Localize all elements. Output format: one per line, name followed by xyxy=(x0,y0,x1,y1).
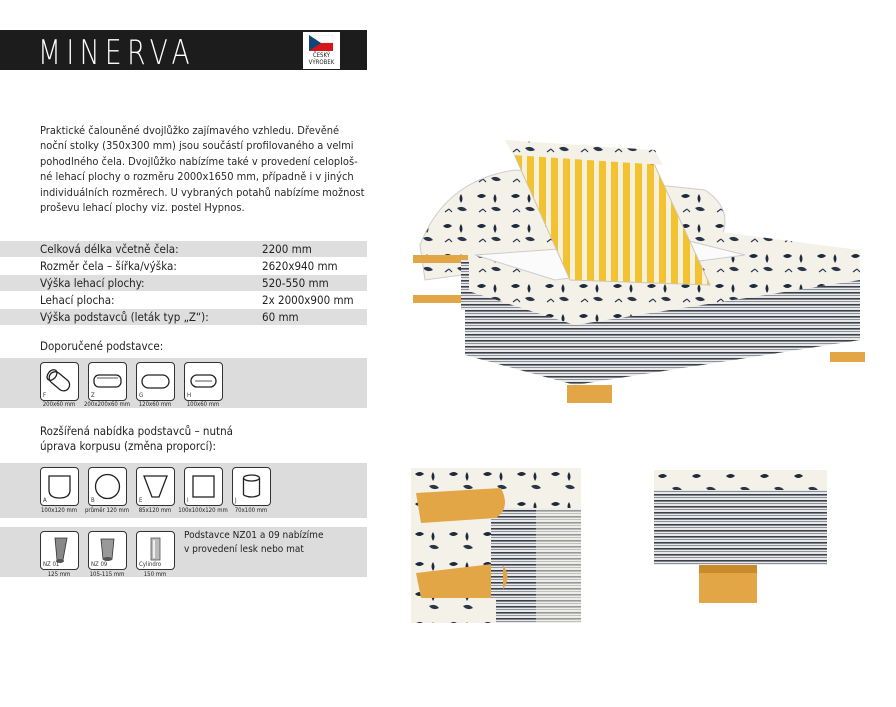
czech-flag-icon xyxy=(309,35,333,51)
base-size-caption: průměr 120 mm xyxy=(84,507,130,514)
base-size-caption: 200x60 mm xyxy=(42,401,76,408)
base-size-caption: 100x120 mm xyxy=(40,507,78,514)
spec-label: Rozměr čela – šířka/výška: xyxy=(40,259,177,273)
base-f-icon: F xyxy=(40,362,79,401)
recommended-bases-heading: Doporučené podstavce: xyxy=(40,339,164,353)
spec-label: Lehací plocha: xyxy=(40,293,115,307)
foot-size-caption: 125 mm xyxy=(47,571,71,578)
base-h-icon: H xyxy=(184,362,223,401)
page-title: MINERVA xyxy=(38,33,196,73)
recommended-bases-panel xyxy=(0,358,367,408)
base-size-caption: 70x100 mm xyxy=(234,507,268,514)
spec-label: Výška podstavců (leták typ „Z“): xyxy=(40,310,209,324)
spec-row xyxy=(0,292,367,308)
nightstand-detail-photo xyxy=(411,468,581,623)
base-size-caption: 85x120 mm xyxy=(138,507,172,514)
foot-size-caption: 150 mm xyxy=(143,571,167,578)
spec-row xyxy=(0,309,367,325)
badge-text: ČESKÝ VÝROBEK xyxy=(308,52,335,66)
foot-detail-photo xyxy=(654,470,827,605)
foot-cylindro-icon: Cylindro xyxy=(136,531,175,570)
base-size-caption: 200x200x60 mm xyxy=(83,401,131,408)
base-j-icon: J xyxy=(232,467,271,506)
spec-value: 520-550 mm xyxy=(262,276,329,290)
spec-value: 60 mm xyxy=(262,310,299,324)
spec-value: 2620x940 mm xyxy=(262,259,338,273)
base-b-icon: B xyxy=(88,467,127,506)
base-z-icon: Z xyxy=(88,362,127,401)
czech-product-badge xyxy=(303,32,340,69)
feet-finish-note: Podstavce NZ01 a 09 nabízíme v provedení lesk nebo mat xyxy=(184,530,324,555)
spec-row xyxy=(0,241,367,257)
extended-bases-panel xyxy=(0,463,367,518)
base-size-caption: 120x60 mm xyxy=(138,401,172,408)
extended-bases-heading: Rozšířená nabídka podstavců – nutná úprava korpusu (změna proporcí): xyxy=(40,424,234,453)
foot-nz09-icon: NZ 09 xyxy=(88,531,127,570)
spec-value: 2200 mm xyxy=(262,242,312,256)
spec-label: Výška lehací plochy: xyxy=(40,276,145,290)
base-g-icon: G xyxy=(136,362,175,401)
spec-row xyxy=(0,275,367,291)
foot-nz01-icon: NZ 01 xyxy=(40,531,79,570)
base-size-caption: 100x60 mm xyxy=(186,401,220,408)
base-i-icon: I xyxy=(184,467,223,506)
base-size-caption: 100x100x120 mm xyxy=(178,507,228,514)
spec-label: Celková délka včetně čela: xyxy=(40,242,179,256)
spec-row xyxy=(0,258,367,274)
base-e-icon: E xyxy=(136,467,175,506)
base-a-icon: A xyxy=(40,467,79,506)
bed-main-photo xyxy=(405,130,875,410)
foot-size-caption: 105-115 mm xyxy=(89,571,125,578)
spec-value: 2x 2000x900 mm xyxy=(262,293,354,307)
product-description: Praktické čalouněné dvojlůžko zajímavého vzhledu. Dřevěné noční stolky (350x300 mm) jsou součástí profilovaného a velmi pohodlného čela. Dvojlůžko nabízíme také v provedení celoploš- né lehací plochy o rozměru 2000x1650 mm, případně i v jiných individuálních rozměrech. U vybraných potahů nabízíme možnost proševu lehací plochy viz. postel Hypnos. xyxy=(40,124,365,215)
